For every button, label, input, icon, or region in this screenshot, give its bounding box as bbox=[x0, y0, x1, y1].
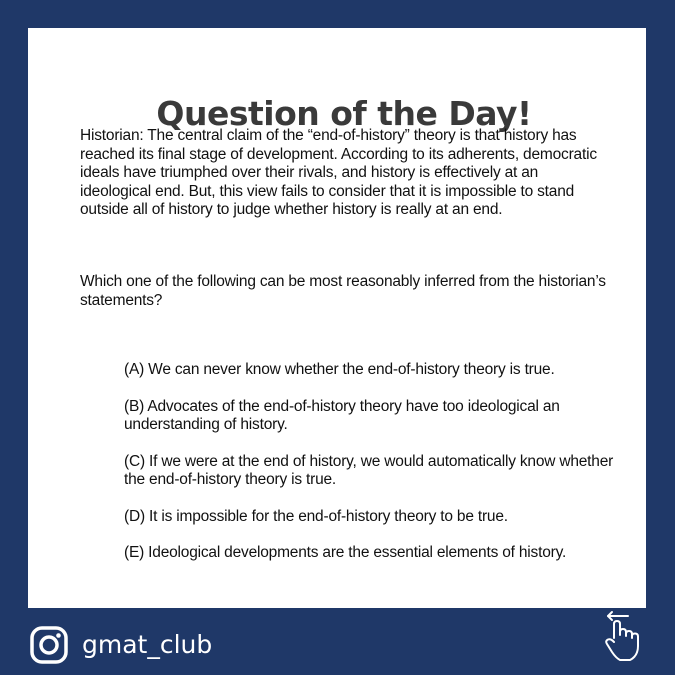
option-e: (E) Ideological developments are the essential elements of history. bbox=[124, 544, 567, 561]
footer bbox=[30, 626, 212, 664]
option-a: (A) We can never know whether the end-of-history theory is true. bbox=[124, 361, 555, 378]
instagram-handle[interactable]: gmat_club bbox=[82, 630, 213, 659]
question-card bbox=[28, 28, 646, 608]
swipe-hand-icon bbox=[600, 608, 646, 664]
instagram-icon[interactable] bbox=[30, 626, 68, 664]
option-b: (B) Advocates of the end-of-history theory have too ideological an understanding of history. bbox=[124, 397, 560, 433]
answer-options bbox=[124, 361, 624, 581]
option-d: (D) It is impossible for the end-of-history theory to be true. bbox=[124, 507, 508, 525]
question-stem: Which one of the following can be most reasonably inferred from the historian’s statements? bbox=[80, 273, 606, 309]
option-c: (C) If we were at the end of history, we would automatically know whether the end-of-history theory is true. bbox=[124, 452, 614, 488]
passage-text: Historian: The central claim of the “end-of-history” theory is that history has reached its final stage of development. According to its adherents, democratic ideals have triumphed over their rivals, and history is effectively at an ideological end. But, this view fails to consider that it is impossible to stand outside all of history to judge whether history is really at an end. bbox=[80, 127, 597, 218]
page-title: Question of the Day! bbox=[156, 94, 532, 133]
